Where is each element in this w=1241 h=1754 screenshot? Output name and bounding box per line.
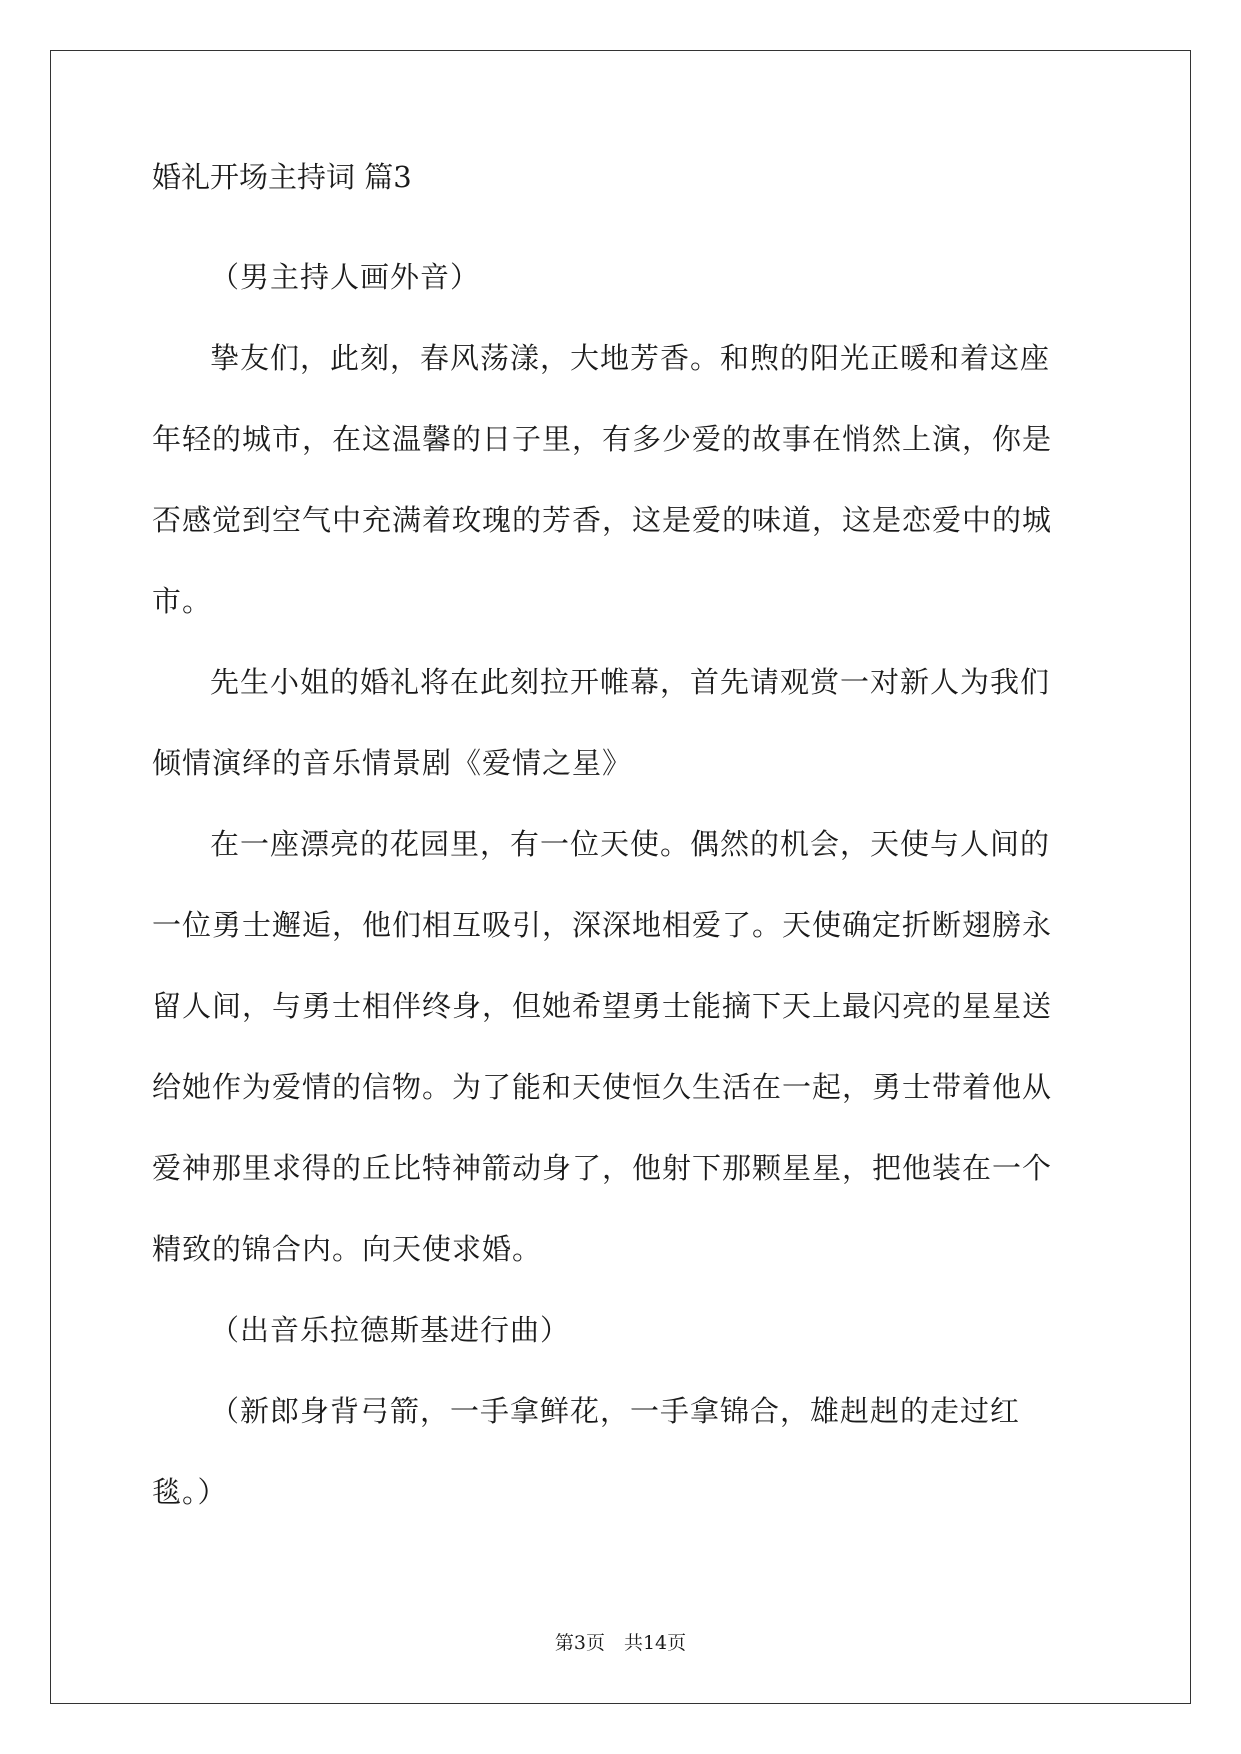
paragraph-opening <box>152 642 1092 804</box>
paragraph-line: 毯。） <box>152 1475 228 1509</box>
document-title: 婚礼开场主持词 篇3 <box>152 160 412 194</box>
paragraph-line: 倾情演绎的音乐情景剧《爱情之星》 <box>152 746 633 780</box>
paragraph-line: 在一座漂亮的花园里，有一位天使。偶然的机会，天使与人间的 <box>210 827 1051 861</box>
paragraph-line: （男主持人画外音） <box>210 260 481 294</box>
paragraph-story <box>152 804 1092 1290</box>
paragraph-line: 否感觉到空气中充满着玫瑰的芳香，这是爱的味道，这是恋爱中的城 <box>152 503 1053 537</box>
paragraph-line: （出音乐拉德斯基进行曲） <box>210 1313 571 1347</box>
paragraph-line: （新郎身背弓箭，一手拿鲜花，一手拿锦合，雄赳赳的走过红 <box>210 1394 1021 1428</box>
paragraph-line: 挚友们，此刻，春风荡漾，大地芳香。和煦的阳光正暖和着这座 <box>210 341 1051 375</box>
paragraph-line: 爱神那里求得的丘比特神箭动身了，他射下那颗星星，把他装在一个 <box>152 1151 1053 1185</box>
paragraph-line: 市。 <box>152 584 213 618</box>
paragraph-line: 留人间，与勇士相伴终身，但她希望勇士能摘下天上最闪亮的星星送 <box>152 989 1053 1023</box>
paragraph-stage-direction <box>152 1371 1092 1533</box>
paragraph-line: 先生小姐的婚礼将在此刻拉开帷幕，首先请观赏一对新人为我们 <box>210 665 1051 699</box>
paragraph-line: 一位勇士邂逅，他们相互吸引，深深地相爱了。天使确定折断翅膀永 <box>152 908 1053 942</box>
page-number-footer: 第3页 共14页 <box>554 1632 687 1654</box>
paragraph-greeting <box>152 318 1092 642</box>
paragraph-line: 给她作为爱情的信物。为了能和天使恒久生活在一起，勇士带着他从 <box>152 1070 1053 1104</box>
paragraph-line: 年轻的城市，在这温馨的日子里，有多少爱的故事在悄然上演，你是 <box>152 422 1053 456</box>
paragraph-voiceover <box>152 237 1092 318</box>
paragraph-line: 精致的锦合内。向天使求婚。 <box>152 1232 543 1266</box>
document-body <box>152 157 1092 1533</box>
paragraph-music-cue <box>152 1290 1092 1371</box>
